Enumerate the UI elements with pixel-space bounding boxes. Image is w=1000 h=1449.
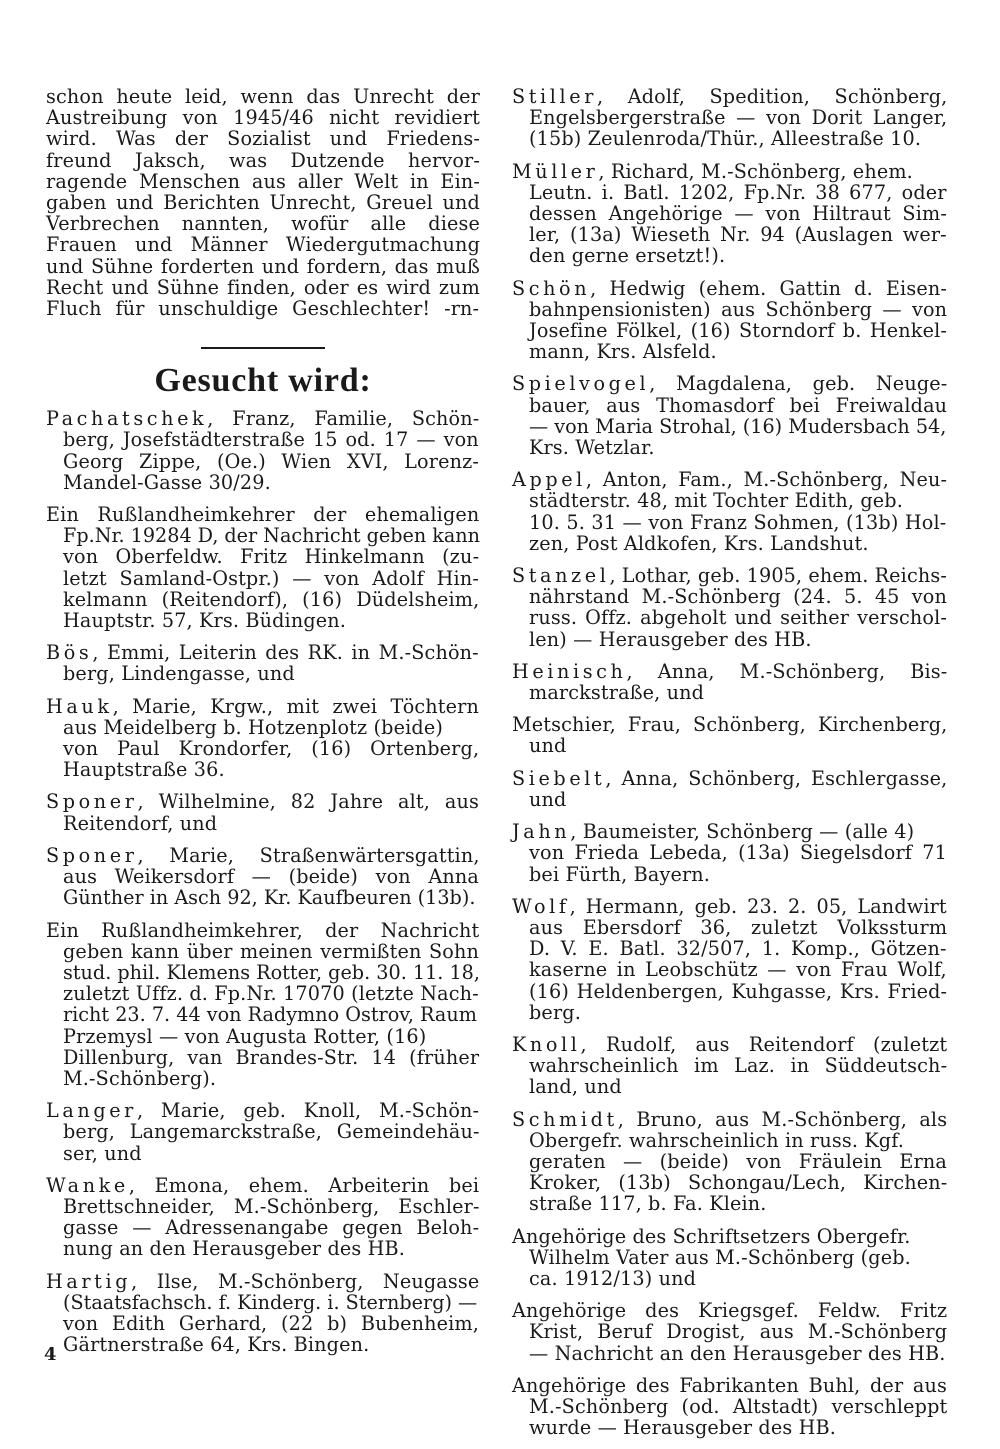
intro-line: schon heute leid, wenn das Unrecht der [46,85,480,108]
search-entry [512,1109,948,1215]
entry-line: Josefine Fölkel, (16) Storndorf b. Henkel- [529,319,947,343]
intro-line: Recht und Sühne finden, oder es wird zum [46,275,480,299]
search-entry [46,696,480,781]
entry-line: Müller, Richard, M.-Schönberg, ehem. [512,159,913,183]
search-entry [46,504,480,631]
entry-line: Metschier, Frau, Schönberg, Kirchenberg, [512,713,948,737]
entry-line: Angehörige des Schriftsetzers Obergefr. [512,1224,911,1248]
search-entry [512,661,948,703]
entry-line: Hauptstraße 36. [63,758,225,782]
search-entry [46,1100,480,1164]
entry-line: Angehörige des Fabrikanten Buhl, der aus [512,1373,947,1397]
entry-name: Sponer [46,790,138,814]
entry-line: land, und [529,1075,622,1099]
entry-line: von Paul Krondorfer, (16) Ortenberg, [63,737,480,761]
entry-line: Reitendorf, und [63,811,218,835]
entry-line: nährstand M.-Schönberg (24. 5. 45 von [529,585,947,609]
entry-line: kelmann (Reitendorf), (16) Düdelsheim, [63,587,480,611]
entry-line: den gerne ersetzt!). [529,244,726,268]
entry-line: Appel, Anton, Fam., M.-Schönberg, Neu- [512,468,948,492]
intro-line: freund Jaksch, was Dutzende hervor- [46,148,480,172]
entry-name: Stanzel [512,564,610,588]
entry-line: Langer, Marie, geb. Knoll, M.-Schön- [46,1099,480,1123]
entry-name: Sponer [46,843,138,867]
search-entry [512,896,948,1023]
entry-line: Engelsbergerstraße — von Dorit Langer, [529,106,948,130]
entry-line: nung an den Herausgeber des HB. [63,1237,406,1261]
entry-line: Wolf, Hermann, geb. 23. 2. 05, Landwirt [512,894,947,918]
entry-line: bauer, aus Thomasdorf bei Freiwaldau [529,393,948,417]
intro-line: Verbrechen nannten, wofür alle diese [46,212,480,236]
entry-line: von Frieda Lebeda, (13a) Siegelsdorf 71 [529,841,947,865]
entry-line: M.-Schönberg). [63,1066,217,1090]
search-entry [512,1375,948,1439]
search-entry [46,642,480,684]
entry-line: Obergefr. wahrscheinlich in russ. Kgf. [529,1128,905,1152]
entry-line: 10. 5. 31 — von Franz Sohmen, (13b) Hol- [529,510,947,534]
entry-line: gasse — Adressenangabe gegen Beloh- [63,1216,480,1240]
entry-line: berg, Lindengasse, und [63,662,295,686]
entry-line: bahnpensionisten) aus Schönberg — von [529,297,948,321]
intro-line: ragende Menschen aus aller Welt in Ein- [46,169,480,193]
entry-name: Knoll [512,1032,581,1056]
search-entry [512,1300,948,1364]
section-divider [201,347,325,349]
entry-name: Langer [46,1099,137,1123]
entry-line: Brettschneider, M.-Schönberg, Eschler- [63,1194,480,1218]
search-entry [46,408,480,493]
intro-line: Frauen und Männer Wiedergutmachung [46,233,480,257]
entry-name: Jahn [512,820,571,844]
search-entry [46,1271,480,1356]
entry-line: Gärtnerstraße 64, Krs. Bingen. [63,1333,370,1357]
right-entries-list [512,86,948,1438]
entry-line: Leutn. i. Batl. 1202, Fp.Nr. 38 677, oder [529,180,947,204]
entry-line: und [529,734,567,758]
entry-line: ser, und [63,1141,142,1165]
entry-line: — Nachricht an den Herausgeber des HB. [529,1341,946,1365]
entry-line: Günther in Asch 92, Kr. Kaufbeuren (13b). [63,886,476,910]
search-entry [512,1226,948,1290]
intro-line: und Sühne forderten und fordern, das muß [46,254,480,278]
entry-line: D. V. E. Batl. 32/507, 1. Komp., Götzen- [529,937,947,961]
entry-line: Stanzel, Lothar, geb. 1905, ehem. Reichs- [512,564,947,588]
entry-line: Fp.Nr. 19284 D, der Nachricht geben kann [63,524,480,548]
entry-line: geraten — (beide) von Fräulein Erna [529,1149,947,1173]
entry-line: geben kann über meinen vermißten Sohn [63,939,479,963]
entry-line: Krist, Beruf Drogist, aus M.-Schönberg [529,1320,948,1344]
entry-line: Dillenburg, van Brandes-Str. 14 (früher [63,1045,480,1069]
intro-paragraph [46,86,480,319]
search-entry [46,791,480,833]
entry-line: Schön, Hedwig (ehem. Gattin d. Eisen- [512,276,947,300]
search-entry [512,714,948,756]
entry-line: Ein Rußlandheimkehrer, der Nachricht [46,918,480,942]
intro-line: Fluch für unschuldige Geschlechter! -rn- [46,297,480,321]
search-entry [512,86,948,150]
entry-line: aus Weikersdorf — (beide) von Anna [63,865,479,889]
entry-line: Ein Rußlandheimkehrer der ehemaligen [46,503,480,527]
entry-line: stud. phil. Klemens Rotter, geb. 30. 11. 18, [63,960,480,984]
entry-name: Spielvogel [512,372,650,396]
entry-name: Heinisch [512,659,627,683]
entry-line: aus Meidelberg b. Hotzenplotz (beide) [63,715,443,739]
left-entries-list [46,408,480,1355]
entry-line: len) — Herausgeber des HB. [529,627,812,651]
search-entry [512,821,948,885]
left-column [46,86,480,1366]
entry-line: letzt Samland-Ostpr.) — von Adolf Hin- [63,566,479,590]
entry-line: wurde — Herausgeber des HB. [529,1416,836,1440]
entry-line: Krs. Wetzlar. [529,436,655,460]
entry-name: Appel [512,468,586,492]
entry-line: Hauptstr. 57, Krs. Büdingen. [63,609,347,633]
entry-line: bei Fürth, Bayern. [529,862,711,886]
entry-name: Hauk [46,694,113,718]
entry-line: ler, (13a) Wieseth Nr. 94 (Auslagen wer- [529,223,947,247]
entry-line: aus Ebersdorf 36, zuletzt Volkssturm [529,915,948,939]
entry-line: Pachatschek, Franz, Familie, Schön- [46,407,480,431]
section-heading: Gesucht wird: [154,362,372,400]
search-entry [512,469,948,554]
entry-line: Przemysl — von Augusta Rotter, (16) [63,1024,427,1048]
entry-line: russ. Offz. abgeholt und seither verschol- [529,606,947,630]
entry-name: Wolf [512,894,570,918]
entry-line: marckstraße, und [529,681,705,705]
search-entry [46,920,480,1090]
intro-line: gaben und Berichten Unrecht, Greuel und [46,191,480,215]
entry-line: berg, Josefstädterstraße 15 od. 17 — von [63,428,479,452]
entry-name: Hartig [46,1269,132,1293]
search-entry [512,565,948,650]
entry-line: Mandel-Gasse 30/29. [63,470,271,494]
entry-line: von Oberfeldw. Fritz Hinkelmann (zu- [63,545,480,569]
entry-line: Schmidt, Bruno, aus M.-Schönberg, als [512,1107,948,1131]
search-entry [512,161,948,267]
search-entry [46,1175,480,1260]
entry-line: Wilhelm Vater aus M.-Schönberg (geb. [529,1245,911,1269]
entry-name: Siebelt [512,766,606,790]
intro-line: Austreibung von 1945/46 nicht revidiert [46,106,480,130]
entry-line: Spielvogel, Magdalena, geb. Neuge- [512,372,948,396]
entry-line: Heinisch, Anna, M.-Schönberg, Bis- [512,659,948,683]
entry-line: mann, Krs. Alsfeld. [529,340,717,364]
entry-name: Schön [512,276,591,300]
entry-line: Georg Zippe, (Oe.) Wien XVI, Lorenz- [63,449,479,473]
entry-line: Sponer, Marie, Straßenwärtersgattin, [46,843,480,867]
entry-line: Hartig, Ilse, M.-Schönberg, Neugasse [46,1269,480,1293]
intro-line: wird. Was der Sozialist und Friedens- [46,127,480,151]
entry-line: (15b) Zeulenroda/Thür., Alleestraße 10. [529,127,922,151]
entry-line: M.-Schönberg (od. Altstadt) verschleppt [529,1394,948,1418]
entry-name: Wanke [46,1173,129,1197]
entry-line: ca. 1912/13) und [529,1266,697,1290]
search-entry [512,373,948,458]
entry-line: Kroker, (13b) Schongau/Lech, Kirchen- [529,1171,948,1195]
entry-line: Sponer, Wilhelmine, 82 Jahre alt, aus [46,790,479,814]
search-entry [512,1034,948,1098]
entry-line: städterstr. 48, mit Tochter Edith, geb. [529,489,903,513]
entry-line: zuletzt Uffz. d. Fp.Nr. 17070 (letzte Nach- [63,982,479,1006]
entry-line: Siebelt, Anna, Schönberg, Eschlergasse, [512,766,948,790]
entry-line: Bös, Emmi, Leiterin des RK. in M.-Schön- [46,641,479,665]
entry-name: Schmidt [512,1107,618,1131]
entry-line: (16) Heldenbergen, Kuhgasse, Krs. Fried- [529,979,948,1003]
entry-line: Angehörige des Kriegsgef. Feldw. Fritz [512,1299,948,1323]
entry-line: straße 117, b. Fa. Klein. [529,1192,767,1216]
entry-line: richt 23. 7. 44 von Radymno Ostrov, Raum [63,1003,477,1027]
search-entry [46,845,480,909]
entry-line: von Edith Gerhard, (22 b) Bubenheim, [63,1311,479,1335]
right-column [512,86,948,1449]
entry-line: Hauk, Marie, Krgw., mit zwei Töchtern [46,694,479,718]
entry-name: Müller [512,159,599,183]
entry-line: berg, Langemarckstraße, Gemeindehäu- [63,1120,480,1144]
search-entry [512,278,948,363]
entry-line: wahrscheinlich im Laz. in Süddeutsch- [529,1054,948,1078]
entry-line: Wanke, Emona, ehem. Arbeiterin bei [46,1173,480,1197]
entry-name: Pachatschek [46,407,208,431]
entry-line: Stiller, Adolf, Spedition, Schönberg, [512,85,948,108]
entry-line: — von Maria Strohal, (16) Mudersbach 54, [529,414,947,438]
page-number: 4 [44,1344,57,1365]
entry-line: (Staatsfachsch. f. Kinderg. i. Sternberg) — [63,1290,478,1314]
entry-line: und [529,787,567,811]
entry-line: Knoll, Rudolf, aus Reitendorf (zuletzt [512,1032,948,1056]
entry-line: kaserne in Leobschütz — von Frau Wolf, [529,958,947,982]
entry-name: Bös [46,641,93,665]
entry-line: dessen Angehörige — von Hiltraut Sim- [529,202,947,226]
entry-line: berg. [529,1000,581,1024]
entry-name: Stiller [512,85,597,108]
entry-line: zen, Post Aldkofen, Krs. Landshut. [529,531,869,555]
entry-line: Jahn, Baumeister, Schönberg — (alle 4) [512,820,915,844]
search-entry [512,768,948,810]
